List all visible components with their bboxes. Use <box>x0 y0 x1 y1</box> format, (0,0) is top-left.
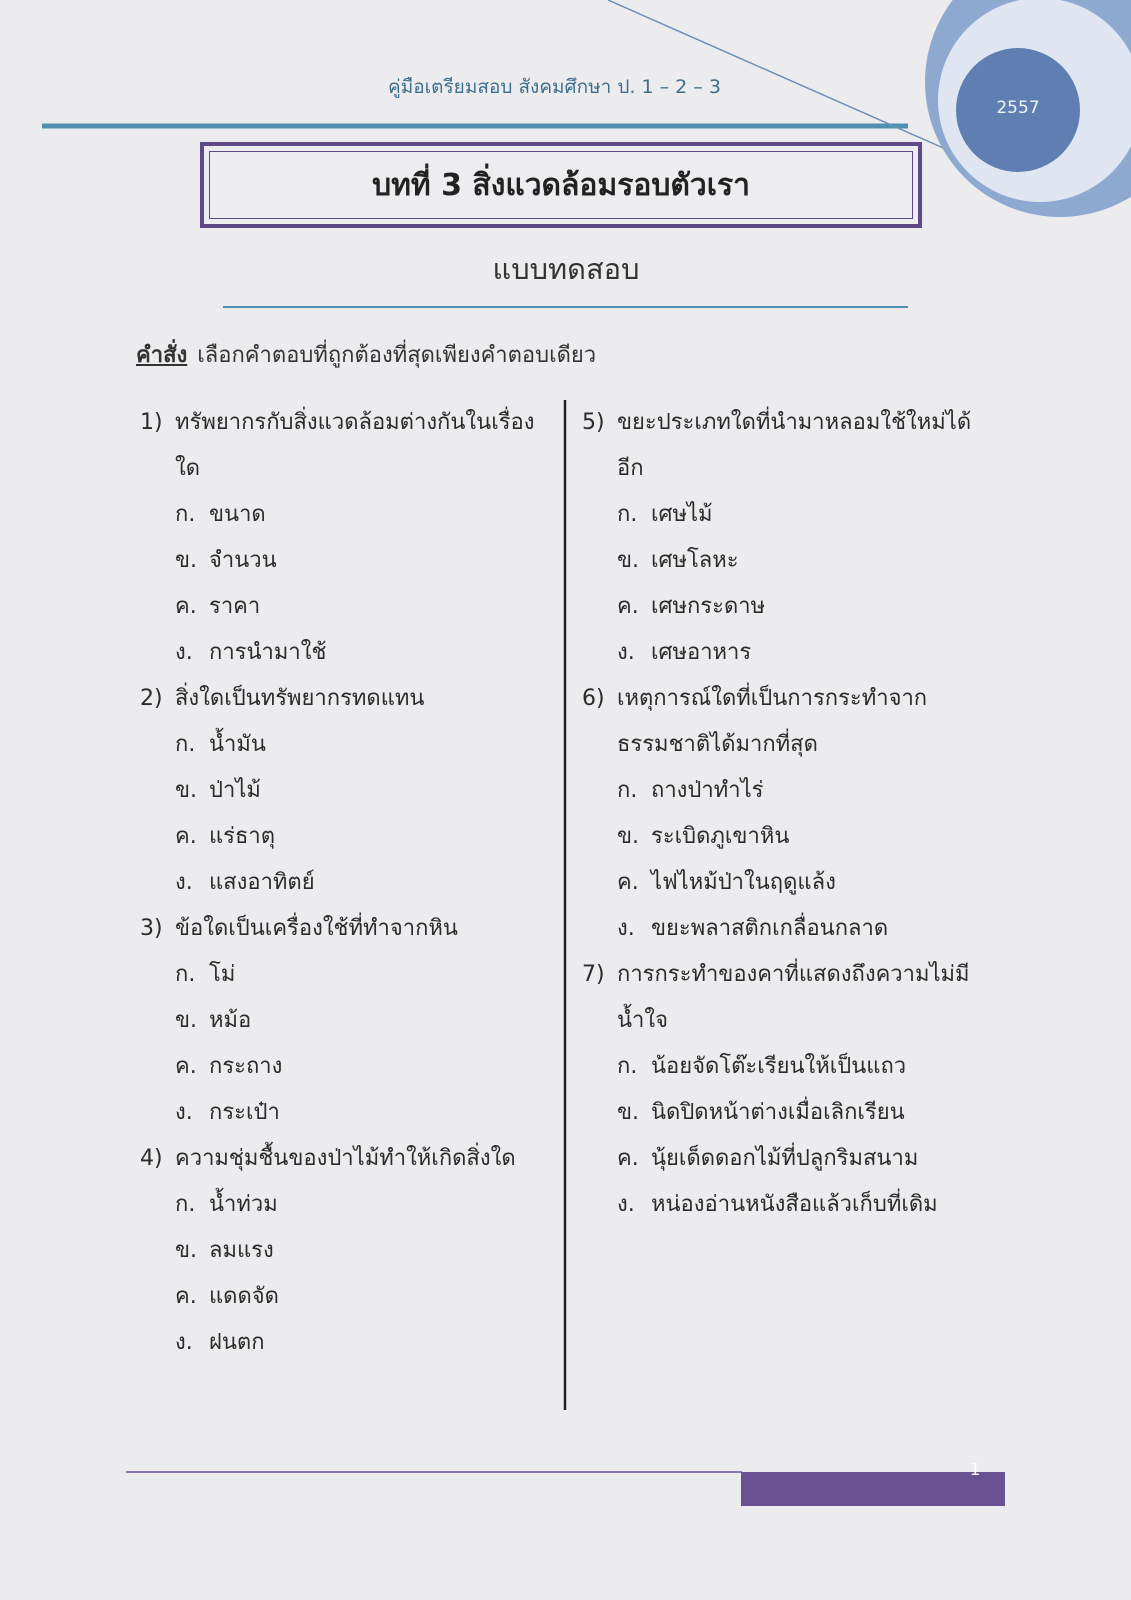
answer-option[interactable] <box>582 538 1002 584</box>
answer-option[interactable] <box>582 860 1002 906</box>
answer-option[interactable] <box>582 1044 1002 1090</box>
instruction <box>136 337 596 372</box>
question-text: การกระทำของคาที่แสดงถึงความไม่มี <box>617 962 970 987</box>
question-3 <box>140 906 560 1136</box>
question-column-left <box>140 400 560 1366</box>
option-key: ง. <box>175 870 193 895</box>
answer-option[interactable] <box>582 1182 1002 1228</box>
option-text: ราคา <box>209 594 261 619</box>
instruction-text: เลือกคำตอบที่ถูกต้องที่สุดเพียงคำตอบเดียว <box>197 343 597 368</box>
option-key: ค. <box>175 1284 197 1309</box>
option-text: เศษกระดาษ <box>651 594 766 619</box>
question-text: เหตุการณ์ใดที่เป็นการกระทำจาก <box>617 686 928 711</box>
answer-option[interactable] <box>582 1136 1002 1182</box>
question-text: ความชุ่มชื้นของป่าไม้ทำให้เกิดสิ่งใด <box>175 1146 516 1171</box>
question-7 <box>582 952 1002 1228</box>
question-text: ข้อใดเป็นเครื่องใช้ที่ทำจากหิน <box>175 916 458 941</box>
answer-option[interactable] <box>140 538 560 584</box>
option-key: ก. <box>175 502 196 527</box>
option-key: ก. <box>617 778 638 803</box>
answer-option[interactable] <box>140 1044 560 1090</box>
option-text: ถางป่าทำไร่ <box>651 778 764 803</box>
answer-option[interactable] <box>582 906 1002 952</box>
option-text: น้ำท่วม <box>209 1192 278 1217</box>
question-4 <box>140 1136 560 1366</box>
option-text: นิดปิดหน้าต่างเมื่อเลิกเรียน <box>651 1100 905 1125</box>
option-text: กระเป๋า <box>209 1100 280 1125</box>
option-text: แดดจัด <box>209 1284 279 1309</box>
option-key: ข. <box>175 548 198 573</box>
answer-option[interactable] <box>582 584 1002 630</box>
question-number: 3) <box>140 916 163 941</box>
answer-option[interactable] <box>140 814 560 860</box>
question-6 <box>582 676 1002 952</box>
answer-option[interactable] <box>140 492 560 538</box>
answer-option[interactable] <box>140 952 560 998</box>
question-text: ขยะประเภทใดที่นำมาหลอมใช้ใหม่ได้ <box>617 410 972 435</box>
answer-option[interactable] <box>140 1228 560 1274</box>
answer-option[interactable] <box>140 1090 560 1136</box>
question-number: 2) <box>140 686 163 711</box>
option-text: ฝนตก <box>209 1330 265 1355</box>
option-text: ลมแรง <box>209 1238 274 1263</box>
option-key: ข. <box>617 1100 640 1125</box>
option-text: เศษอาหาร <box>651 640 752 665</box>
year-badge: 2557 <box>996 98 1040 118</box>
option-key: ง. <box>617 1192 635 1217</box>
option-key: ก. <box>175 962 196 987</box>
question-text: น้ำใจ <box>617 1008 669 1033</box>
option-key: ค. <box>617 594 639 619</box>
answer-option[interactable] <box>140 722 560 768</box>
question-1 <box>140 400 560 676</box>
option-text: นุ้ยเด็ดดอกไม้ที่ปลูกริมสนาม <box>651 1146 919 1171</box>
option-text: แสงอาทิตย์ <box>209 870 315 895</box>
answer-option[interactable] <box>140 998 560 1044</box>
option-key: ข. <box>175 1008 198 1033</box>
question-text: ธรรมชาติได้มากที่สุด <box>617 732 818 757</box>
answer-option[interactable] <box>582 1090 1002 1136</box>
option-key: ข. <box>617 548 640 573</box>
answer-option[interactable] <box>140 1274 560 1320</box>
question-number: 6) <box>582 686 605 711</box>
question-2 <box>140 676 560 906</box>
option-key: ค. <box>175 594 197 619</box>
option-key: ก. <box>175 1192 196 1217</box>
option-key: ข. <box>175 778 198 803</box>
answer-option[interactable] <box>140 584 560 630</box>
question-text: ทรัพยากรกับสิ่งแวดล้อมต่างกันในเรื่อง <box>175 410 535 435</box>
option-text: ไฟไหม้ป่าในฤดูแล้ง <box>651 870 836 895</box>
option-text: จำนวน <box>209 548 277 573</box>
option-text: น้อยจัดโต๊ะเรียนให้เป็นแถว <box>651 1054 907 1079</box>
option-key: ก. <box>617 502 638 527</box>
question-number: 5) <box>582 410 605 435</box>
question-5 <box>582 400 1002 676</box>
instruction-label: คำสั่ง <box>136 343 188 368</box>
option-text: น้ำมัน <box>209 732 266 757</box>
answer-option[interactable] <box>582 814 1002 860</box>
option-text: แร่ธาตุ <box>209 824 276 849</box>
answer-option[interactable] <box>140 768 560 814</box>
option-key: ข. <box>175 1238 198 1263</box>
document-header-title: คู่มือเตรียมสอบ สังคมศึกษา ป. 1 – 2 – 3 <box>388 76 721 98</box>
option-key: ก. <box>175 732 196 757</box>
option-text: หม้อ <box>209 1008 252 1033</box>
answer-option[interactable] <box>140 630 560 676</box>
answer-option[interactable] <box>140 860 560 906</box>
question-column-right <box>582 400 1002 1228</box>
option-text: เศษโลหะ <box>651 548 739 573</box>
question-number: 4) <box>140 1146 163 1171</box>
option-text: ขยะพลาสติกเกลื่อนกลาด <box>651 916 889 941</box>
option-text: ป่าไม้ <box>209 778 261 803</box>
answer-option[interactable] <box>582 630 1002 676</box>
option-text: การนำมาใช้ <box>209 640 327 665</box>
option-key: ก. <box>617 1054 638 1079</box>
option-key: ง. <box>617 916 635 941</box>
option-key: ง. <box>175 1100 193 1125</box>
answer-option[interactable] <box>582 492 1002 538</box>
option-text: โม่ <box>209 962 236 987</box>
option-key: ง. <box>175 1330 193 1355</box>
option-key: ง. <box>175 640 193 665</box>
chapter-title-frame <box>200 142 922 228</box>
question-number: 7) <box>582 962 605 987</box>
option-text: ระเบิดภูเขาหิน <box>651 824 790 849</box>
question-text: อีก <box>617 456 644 481</box>
option-key: ค. <box>175 824 197 849</box>
question-text: ใด <box>175 456 201 481</box>
page-number: 1 <box>969 1460 981 1480</box>
option-key: ค. <box>175 1054 197 1079</box>
option-key: ค. <box>617 1146 639 1171</box>
option-key: ค. <box>617 870 639 895</box>
answer-option[interactable] <box>140 1182 560 1228</box>
question-text: สิ่งใดเป็นทรัพยากรทดแทน <box>175 686 425 711</box>
option-text: กระถาง <box>209 1054 283 1079</box>
option-text: หน่องอ่านหนังสือแล้วเก็บที่เดิม <box>651 1192 938 1217</box>
option-key: ง. <box>617 640 635 665</box>
option-text: เศษไม้ <box>651 502 713 527</box>
answer-option[interactable] <box>140 1320 560 1366</box>
answer-option[interactable] <box>582 768 1002 814</box>
option-key: ข. <box>617 824 640 849</box>
chapter-title-inner-frame <box>209 151 913 219</box>
chapter-title: บทที่ 3 สิ่งแวดล้อมรอบตัวเรา <box>372 167 750 203</box>
section-subtitle: แบบทดสอบ <box>492 252 640 286</box>
question-number: 1) <box>140 410 163 435</box>
option-text: ขนาด <box>209 502 266 527</box>
